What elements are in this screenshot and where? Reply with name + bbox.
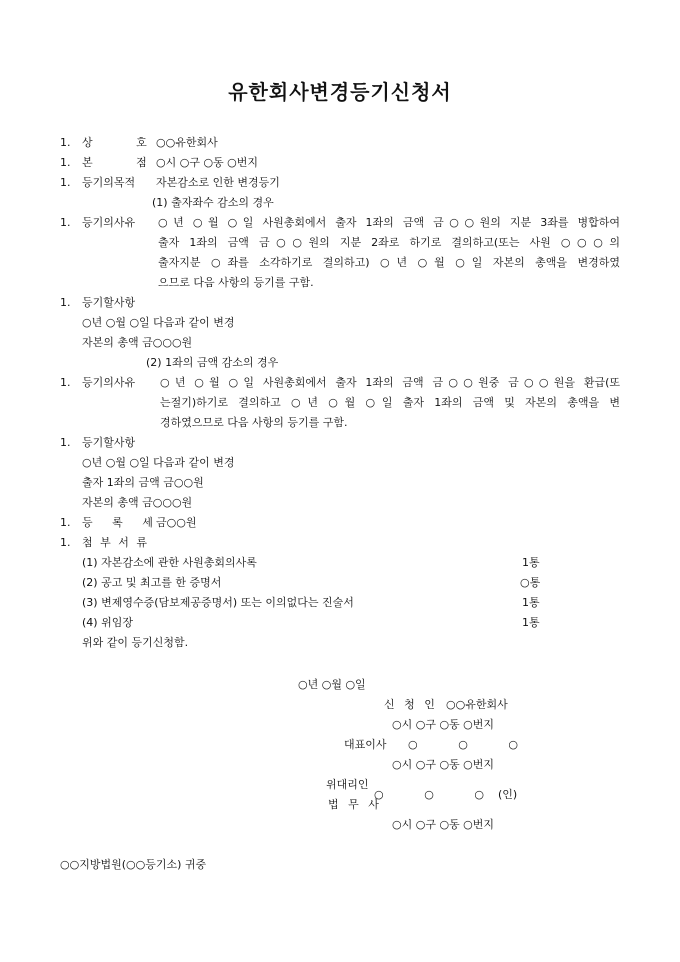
reason-line: 으므로 다음 사항의 등기를 구함. [158,276,314,289]
case2-heading: (2) 1좌의 금액 감소의 경우 [146,356,279,369]
case1-reason-label: 등기의사유 [82,216,136,229]
attachment-count: 1통 [522,556,540,569]
name-char: ○ [474,788,484,801]
case2-reason-label: 등기의사유 [82,376,136,389]
closing-statement: 위와 같이 등기신청함. [82,636,189,649]
bullet: 1. [60,376,71,389]
trade-name-label: 상 호 [82,136,167,149]
case2-matter: 자본의 총액 금○○○원 [82,496,193,509]
reason-line: 출자 1좌의 금액 금○○원의 지분 2좌로 하기로 결의하고(또는 사원 ○○○의 [158,236,620,249]
attachment-name: (2) 공고 및 최고를 한 증명서 [82,576,222,589]
name-char: ○ [424,788,434,801]
representative-address: ○시 ○구 ○동 ○번지 [392,758,495,771]
reason-line: 는절기)하기로 결의하고 ○년 ○월 ○일 출자 1좌의 금액 및 자본의 총액을 변 [160,396,620,409]
reason-line: 출자지분 ○좌를 소각하기로 결의하고) ○년 ○월 ○일 자본의 총액을 변경하였 [158,256,620,269]
name-char: ○ [458,738,468,751]
applicant-label: 신 청 인 [384,698,438,711]
attachment-name: (4) 위임장 [82,616,133,629]
agent-name [374,788,484,802]
case2-matter: ○년 ○월 ○일 다음과 같이 변경 [82,456,235,469]
name-char: ○ [374,788,384,801]
case1-reason [158,213,620,293]
name-char: ○ [408,738,418,751]
purpose-label: 등기의목적 [82,176,136,189]
attachment-name: (3) 변제영수증(담보제공증명서) 또는 이의없다는 진술서 [82,596,354,609]
recipient: ○○지방법원(○○등기소) 귀중 [60,858,207,871]
name-char: ○ [508,738,518,751]
representative-name [408,738,518,752]
case2-matters-label: 등기할사항 [82,436,136,449]
attachment-count: 1통 [522,616,540,629]
bullet: 1. [60,216,71,229]
case2-reason [160,373,620,433]
case2-matter: 출자 1좌의 금액 금○○원 [82,476,204,489]
bullet: 1. [60,136,71,149]
agent-title: 법 무 사 [328,798,382,811]
bullet: 1. [60,156,71,169]
case1-matters-label: 등기할사항 [82,296,136,309]
attachment-name: (1) 자본감소에 관한 사원총회의사록 [82,556,257,569]
case1-matter: ○년 ○월 ○일 다음과 같이 변경 [82,316,235,329]
registration-tax-label: 등 록 세 [82,516,161,529]
reason-line: ○년 ○월 ○일 사원총회에서 출자 1좌의 금액 금○○원의 지분 3좌를 병합하여 [158,216,620,229]
attachments-label: 첨 부 서 류 [82,536,149,549]
application-date: ○년 ○월 ○일 [298,678,366,691]
head-office-label: 본 점 [82,156,167,169]
registration-tax-value: 금○○원 [156,516,197,529]
seal-mark: (인) [498,788,518,801]
trade-name-value: ○○유한회사 [156,136,218,149]
reason-line: ○년 ○월 ○일 사원총회에서 출자 1좌의 금액 금○○원중 금○○원을 환급(또 [160,376,620,389]
applicant-address: ○시 ○구 ○동 ○번지 [392,718,495,731]
bullet: 1. [60,436,71,449]
bullet: 1. [60,516,71,529]
case1-heading: (1) 출자좌수 감소의 경우 [152,196,274,209]
bullet: 1. [60,296,71,309]
agent-address: ○시 ○구 ○동 ○번지 [392,818,495,831]
bullet: 1. [60,536,71,549]
representative-label: 대표이사 [344,738,387,751]
attachment-count: 1통 [522,596,540,609]
purpose-value: 자본감소로 인한 변경등기 [156,176,280,189]
bullet: 1. [60,176,71,189]
attachment-count: ○통 [520,576,541,589]
case1-matter: 자본의 총액 금○○○원 [82,336,193,349]
page-title: 유한회사변경등기신청서 [228,80,452,104]
reason-line: 경하였으므로 다음 사항의 등기를 구함. [160,416,348,429]
applicant-name: ○○유한회사 [446,698,508,711]
head-office-value: ○시 ○구 ○동 ○번지 [156,156,259,169]
agent-label: 위대리인 [326,778,369,791]
